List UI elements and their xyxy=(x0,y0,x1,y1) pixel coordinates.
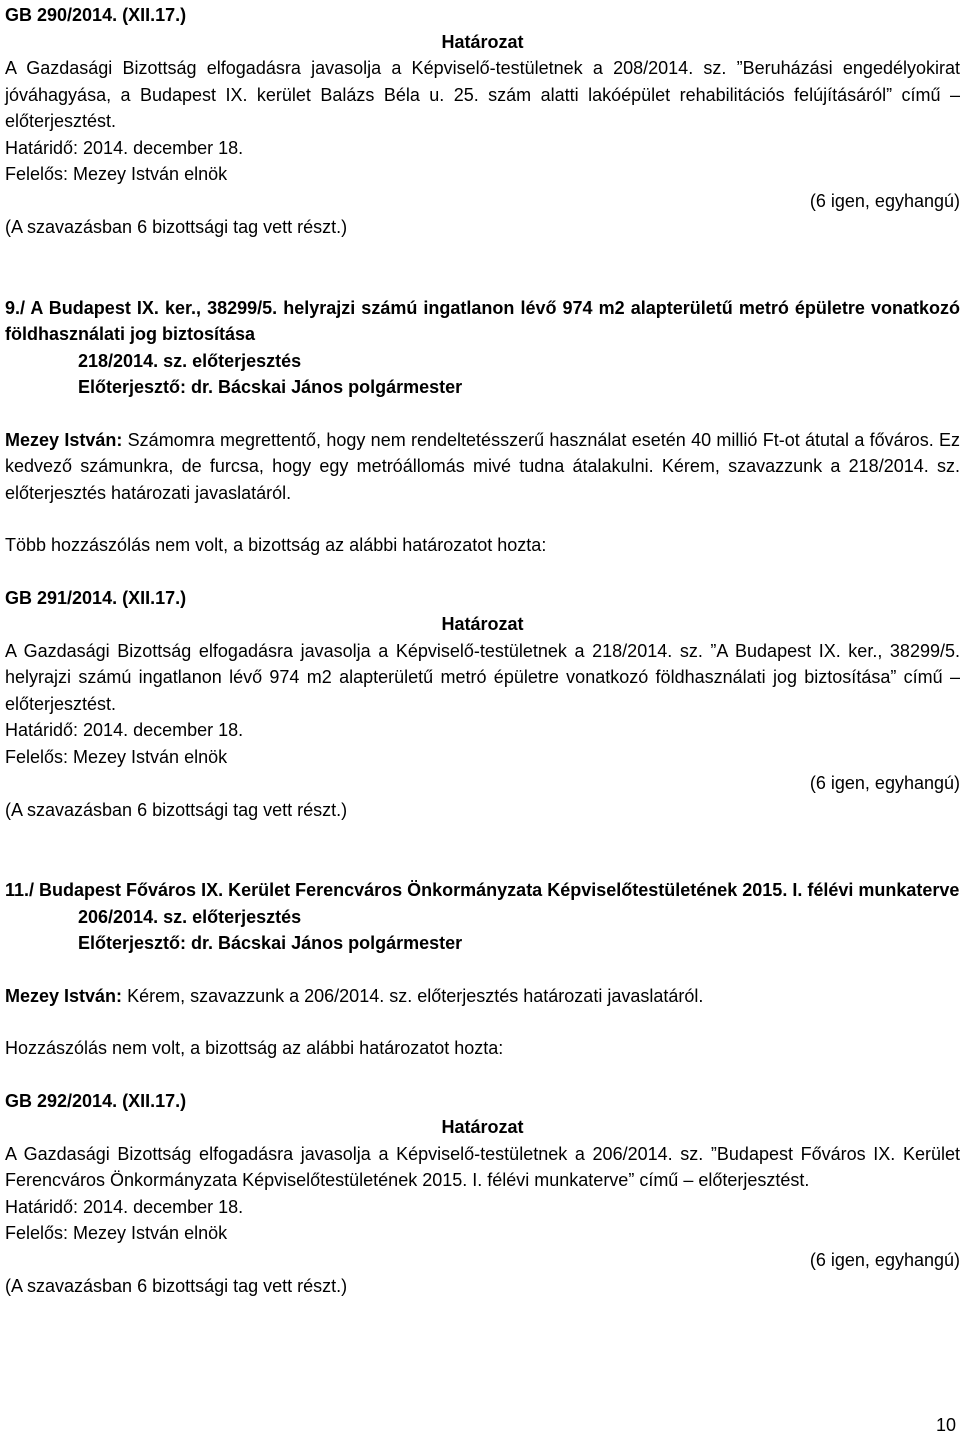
resolution-vote: (6 igen, egyhangú) xyxy=(809,1249,960,1270)
agenda-transition: Több hozzászólás nem volt, a bizottság az alábbi határozatot hozta: xyxy=(5,535,547,555)
resolution-deadline: Határidő: 2014. december 18. xyxy=(5,720,244,740)
resolution-text: A Gazdasági Bizottság elfogadásra javasolja a Képviselő-testületnek a 218/2014. sz. ”A Budapest IX. ker., 38299/5. helyrajzi számú ingatlanon lévő 974 m2 alapterületű metró épületre vonatkozó földhasználati jog biztosítása” című – előterjesztést. xyxy=(5,640,960,714)
resolution-text: A Gazdasági Bizottság elfogadásra javasolja a Képviselő-testületnek a 208/2014. sz. ”Beruházási engedélyokirat jóváhagyása, a Budapest IX. kerület Balázs Béla u. 25. szám alatti lakóépület rehabilitációs felújításáról” című – előterjesztést. xyxy=(5,58,960,131)
resolution-participation: (A szavazásban 6 bizottsági tag vett részt.) xyxy=(5,799,348,820)
resolution-responsible: Felelős: Mezey István elnök xyxy=(5,1223,228,1243)
agenda-item xyxy=(5,877,960,1062)
resolution-vote: (6 igen, egyhangú) xyxy=(809,773,960,793)
page-number: 10 xyxy=(935,1414,956,1435)
resolution-text: A Gazdasági Bizottság elfogadásra javasolja a Képviselő-testületnek a 206/2014. sz. ”Budapest Főváros IX. Kerület Ferencváros Önkormányzata Képviselőtestületének 2015. I. félévi munkaterve” című – előterjesztést. xyxy=(5,1143,960,1190)
speech-text: Kérem, szavazzunk a 206/2014. sz. előterjesztés határozati javaslatáról. xyxy=(127,985,704,1006)
resolution-title: Határozat xyxy=(441,1117,524,1137)
resolution-block xyxy=(5,1088,960,1300)
speaker-name: Mezey István: xyxy=(5,429,123,450)
agenda-proposal: 218/2014. sz. előterjesztés xyxy=(78,350,302,371)
resolution-vote: (6 igen, egyhangú) xyxy=(809,190,960,211)
resolution-id: GB 291/2014. (XII.17.) xyxy=(5,587,187,608)
agenda-speech-paragraph xyxy=(5,427,960,507)
agenda-speech-paragraph xyxy=(5,983,960,1010)
resolution-deadline: Határidő: 2014. december 18. xyxy=(5,1196,244,1217)
agenda-transition: Hozzászólás nem volt, a bizottság az alábbi határozatot hozta: xyxy=(5,1038,504,1058)
document-page xyxy=(5,0,960,1300)
resolution-title: Határozat xyxy=(441,614,524,634)
resolution-id: GB 292/2014. (XII.17.) xyxy=(5,1090,187,1111)
resolution-block xyxy=(5,585,960,824)
resolution-responsible: Felelős: Mezey István elnök xyxy=(5,746,228,767)
agenda-heading: 9./ A Budapest IX. ker., 38299/5. helyrajzi számú ingatlanon lévő 974 m2 alapterületű metró épületre vonatkozó földhasználati jog biztosítása xyxy=(5,297,960,344)
resolution-participation: (A szavazásban 6 bizottsági tag vett részt.) xyxy=(5,217,348,237)
agenda-presenter: Előterjesztő: dr. Bácskai János polgármester xyxy=(78,933,463,953)
agenda-proposal: 206/2014. sz. előterjesztés xyxy=(78,906,302,927)
resolution-participation: (A szavazásban 6 bizottsági tag vett részt.) xyxy=(5,1276,348,1296)
resolution-block xyxy=(5,0,960,241)
resolution-title: Határozat xyxy=(441,31,524,52)
resolution-responsible: Felelős: Mezey István elnök xyxy=(5,164,228,184)
resolution-id: GB 290/2014. (XII.17.) xyxy=(5,5,187,25)
agenda-presenter: Előterjesztő: dr. Bácskai János polgármester xyxy=(78,377,463,397)
agenda-heading: 11./ Budapest Főváros IX. Kerület Ferencváros Önkormányzata Képviselőtestületének 2015. I. félévi munkaterve xyxy=(5,880,960,900)
speaker-name: Mezey István: xyxy=(5,985,123,1006)
resolution-deadline: Határidő: 2014. december 18. xyxy=(5,137,244,158)
agenda-item xyxy=(5,295,960,559)
speech-text: Számomra megrettentő, hogy nem rendeltetésszerű használat esetén 40 millió Ft-ot átutal a főváros. Ez kedvező számunkra, de furcsa, hogy egy metróállomás mivé tudna átalakulni. Kérem, szavazzunk a 218/2014. sz. előterjesztés határozati javaslatáról. xyxy=(5,429,960,503)
